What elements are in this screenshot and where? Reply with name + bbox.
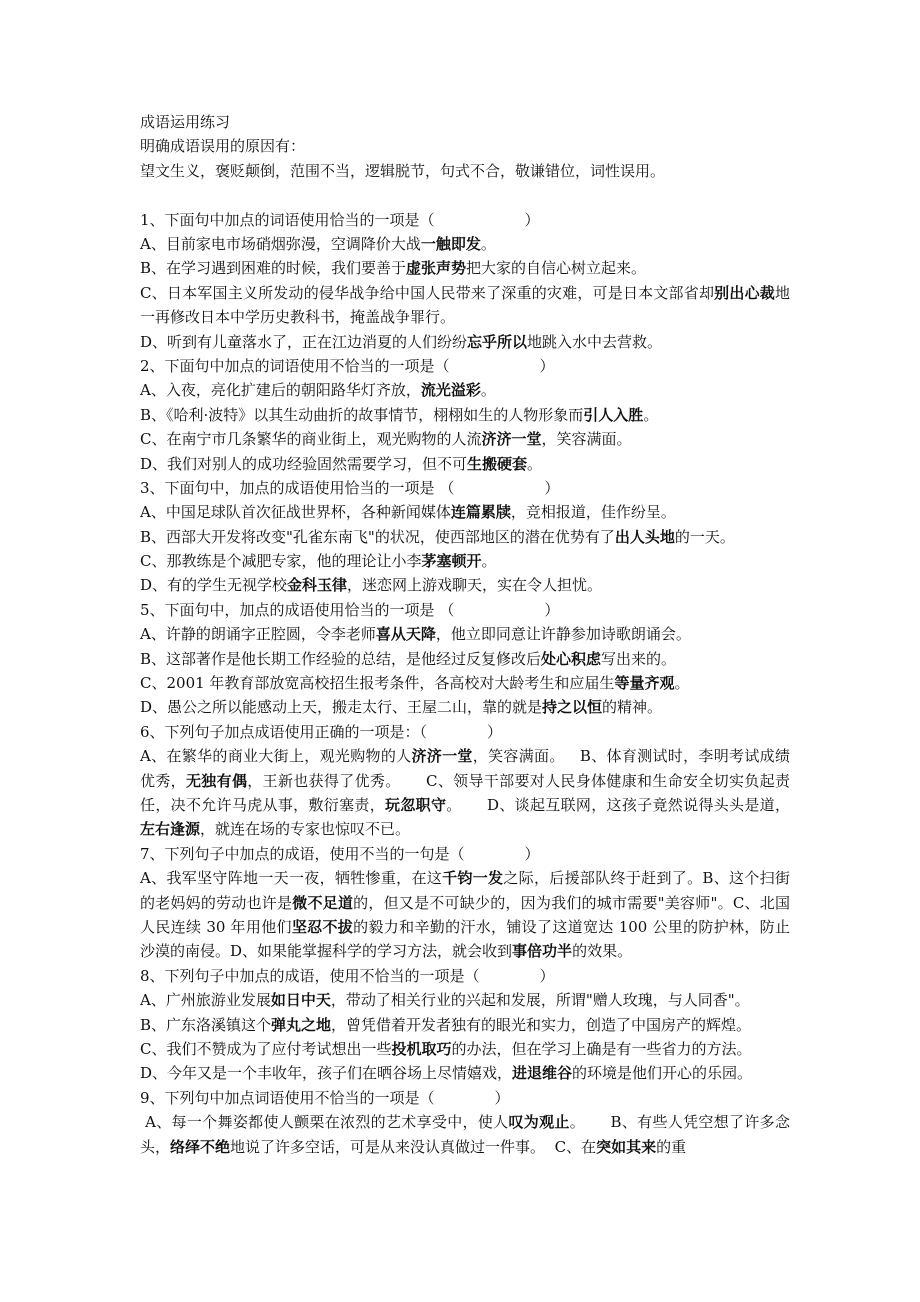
question-2-stem: 2、下面句中加点的词语使用不恰当的一项是（ ） [140, 356, 555, 375]
question-9-stem: 9、下列句中加点词语使用不恰当的一项是（ ） [140, 1088, 510, 1107]
question-7-option-b: B、这个扫街的老妈妈的劳动也许是微不足道的，但又是不可缺少的，因为我们的城市需要"美容师"。 [140, 869, 790, 912]
question-2-option-d: D、我们对别人的成功经验固然需要学习，但不可生搬硬套。 [140, 454, 543, 473]
question-7-stem: 7、下列句子中加点的成语，使用不当的一句是（ ） [140, 844, 540, 863]
question-1-stem: 1、下面句中加点的词语使用恰当的一项是（ ） [140, 210, 540, 229]
question-5-option-d: D、愚公之所以能感动上天，搬走太行、王屋二山，靠的就是持之以恒的精神。 [140, 698, 663, 717]
question-9-option-b: B、有些人凭空想了许多念头，络绎不绝地说了许多空话，可是从来没认真做过一件事。 [140, 1113, 790, 1156]
question-7-option-c: C、北国人民连续 30 年用他们坚忍不拔的毅力和辛勤的汗水，铺设了这道宽达 100 公里的防护林，防止沙漠的南侵。 [140, 893, 790, 961]
question-3-option-c: C、那教练是个减肥专家，他的理论让小李茅塞顿开。 [140, 552, 497, 571]
question-9-options [140, 1110, 790, 1159]
question-8-option-c: C、我们不赞成为了应付考试想出一些投机取巧的办法，但在学习上确是有一些省力的方法。 [140, 1040, 752, 1059]
question-6-stem: 6、下列句子加点成语使用正确的一项是：（ ） [140, 722, 503, 741]
question-3-stem: 3、下面句中，加点的成语使用恰当的一项是 （ ） [140, 478, 560, 497]
question-1-option-d: D、听到有儿童落水了，正在江边消夏的人们纷纷忘乎所以地跳入水中去营救。 [140, 332, 663, 351]
question-6-options [140, 744, 790, 842]
question-9-option-c: C、在突如其来的重 [554, 1137, 687, 1156]
question-5-option-a: A、许静的朗诵字正腔圆，令李老师喜从天降，他立即同意让许静参加诗歌朗诵会。 [140, 625, 691, 644]
document-subtitle: 明确成语误用的原因有： [140, 137, 306, 156]
question-2-option-a: A、入夜，亮化扩建后的朝阳路华灯齐放，流光溢彩。 [140, 381, 496, 400]
question-7-option-a: A、我军坚守阵地一天一夜，牺牲惨重，在这千钧一发之际，后援部队终于赶到了。 [140, 869, 703, 888]
question-8-stem: 8、下列句子中加点的成语，使用不恰当的一项是（ ） [140, 966, 555, 985]
question-5-option-c: C、2001 年教育部放宽高校招生报考条件，各高校对大龄考生和应届生等量齐观。 [140, 674, 690, 693]
question-5-option-b: B、这部著作是他长期工作经验的总结，是他经过反复修改后处心积虑写出来的。 [140, 649, 677, 668]
question-9-option-a: A、每一个舞姿都使人颤栗在浓烈的艺术享受中，使人叹为观止。 [145, 1113, 586, 1132]
question-1-option-b: B、在学习遇到困难的时候，我们要善于虚张声势把大家的自信心树立起来。 [140, 259, 647, 278]
document-title: 成语运用练习 [140, 113, 231, 131]
question-6-option-d: D、谈起互联网，这孩子竟然说得头头是道，左右逢源，就连在场的专家也惊叹不已。 [140, 796, 790, 839]
spacer [140, 183, 790, 207]
question-7-option-d: D、如果能掌握科学的学习方法，就会收到事倍功半的效果。 [230, 942, 633, 961]
question-6-option-a: A、在繁华的商业大街上，观光购物的人济济一堂，笑容满面。 [140, 747, 565, 766]
question-8-option-d: D、今年又是一个丰收年，孩子们在晒谷场上尽情嬉戏，进退维谷的环境是他们开心的乐园。 [140, 1064, 753, 1083]
question-2-option-b: B、《哈利·波特》以其生动曲折的故事情节，栩栩如生的人物形象而引人入胜。 [140, 405, 659, 424]
question-1-option-c: C、日本军国主义所发动的侵华战争给中国人民带来了深重的灾难，可是日本文部省却别出心裁地一再修改日本中学历史教科书，掩盖战争罪行。 [140, 283, 790, 327]
question-3-option-a: A、中国足球队首次征战世界杯，各种新闻媒体连篇累牍，竞相报道，佳作纷呈。 [140, 503, 676, 522]
question-3-option-d: D、有的学生无视学校金科玉律，迷恋网上游戏聊天，实在令人担忧。 [140, 576, 603, 595]
question-1-option-a: A、目前家电市场硝烟弥漫，空调降价大战一触即发。 [140, 234, 496, 253]
question-2-option-c: C、在南宁市几条繁华的商业街上，观光购物的人流济济一堂，笑容满面。 [140, 430, 632, 449]
reasons-list: 望文生义，褒贬颠倒，范围不当，逻辑脱节，句式不合，敬谦错位，词性误用。 [140, 161, 666, 180]
question-6-option-b: B、体育测试时，李明考试成绩优秀，无独有偶，王新也获得了优秀。 [140, 747, 790, 790]
question-3-option-b: B、西部大开发将改变"孔雀东南飞"的状况，使西部地区的潜在优势有了出人头地的一天。 [140, 527, 735, 546]
question-8-option-b: B、广东洛溪镇这个弹丸之地，曾凭借着开发者独有的眼光和实力，创造了中国房产的辉煌。 [140, 1015, 752, 1034]
question-8-option-a: A、广州旅游业发展如日中天，带动了相关行业的兴起和发展，所谓"赠人玫瑰，与人同香"。 [140, 991, 750, 1010]
question-6-option-c: C、领导干部要对人民身体健康和生命安全切实负起责任，决不允许马虎从事，敷衍塞责，玩忽职守。 [140, 771, 790, 814]
document-body [140, 110, 790, 1159]
question-7-options [140, 866, 790, 964]
question-5-stem: 5、下面句中，加点的成语使用恰当的一项是 （ ） [140, 600, 560, 619]
